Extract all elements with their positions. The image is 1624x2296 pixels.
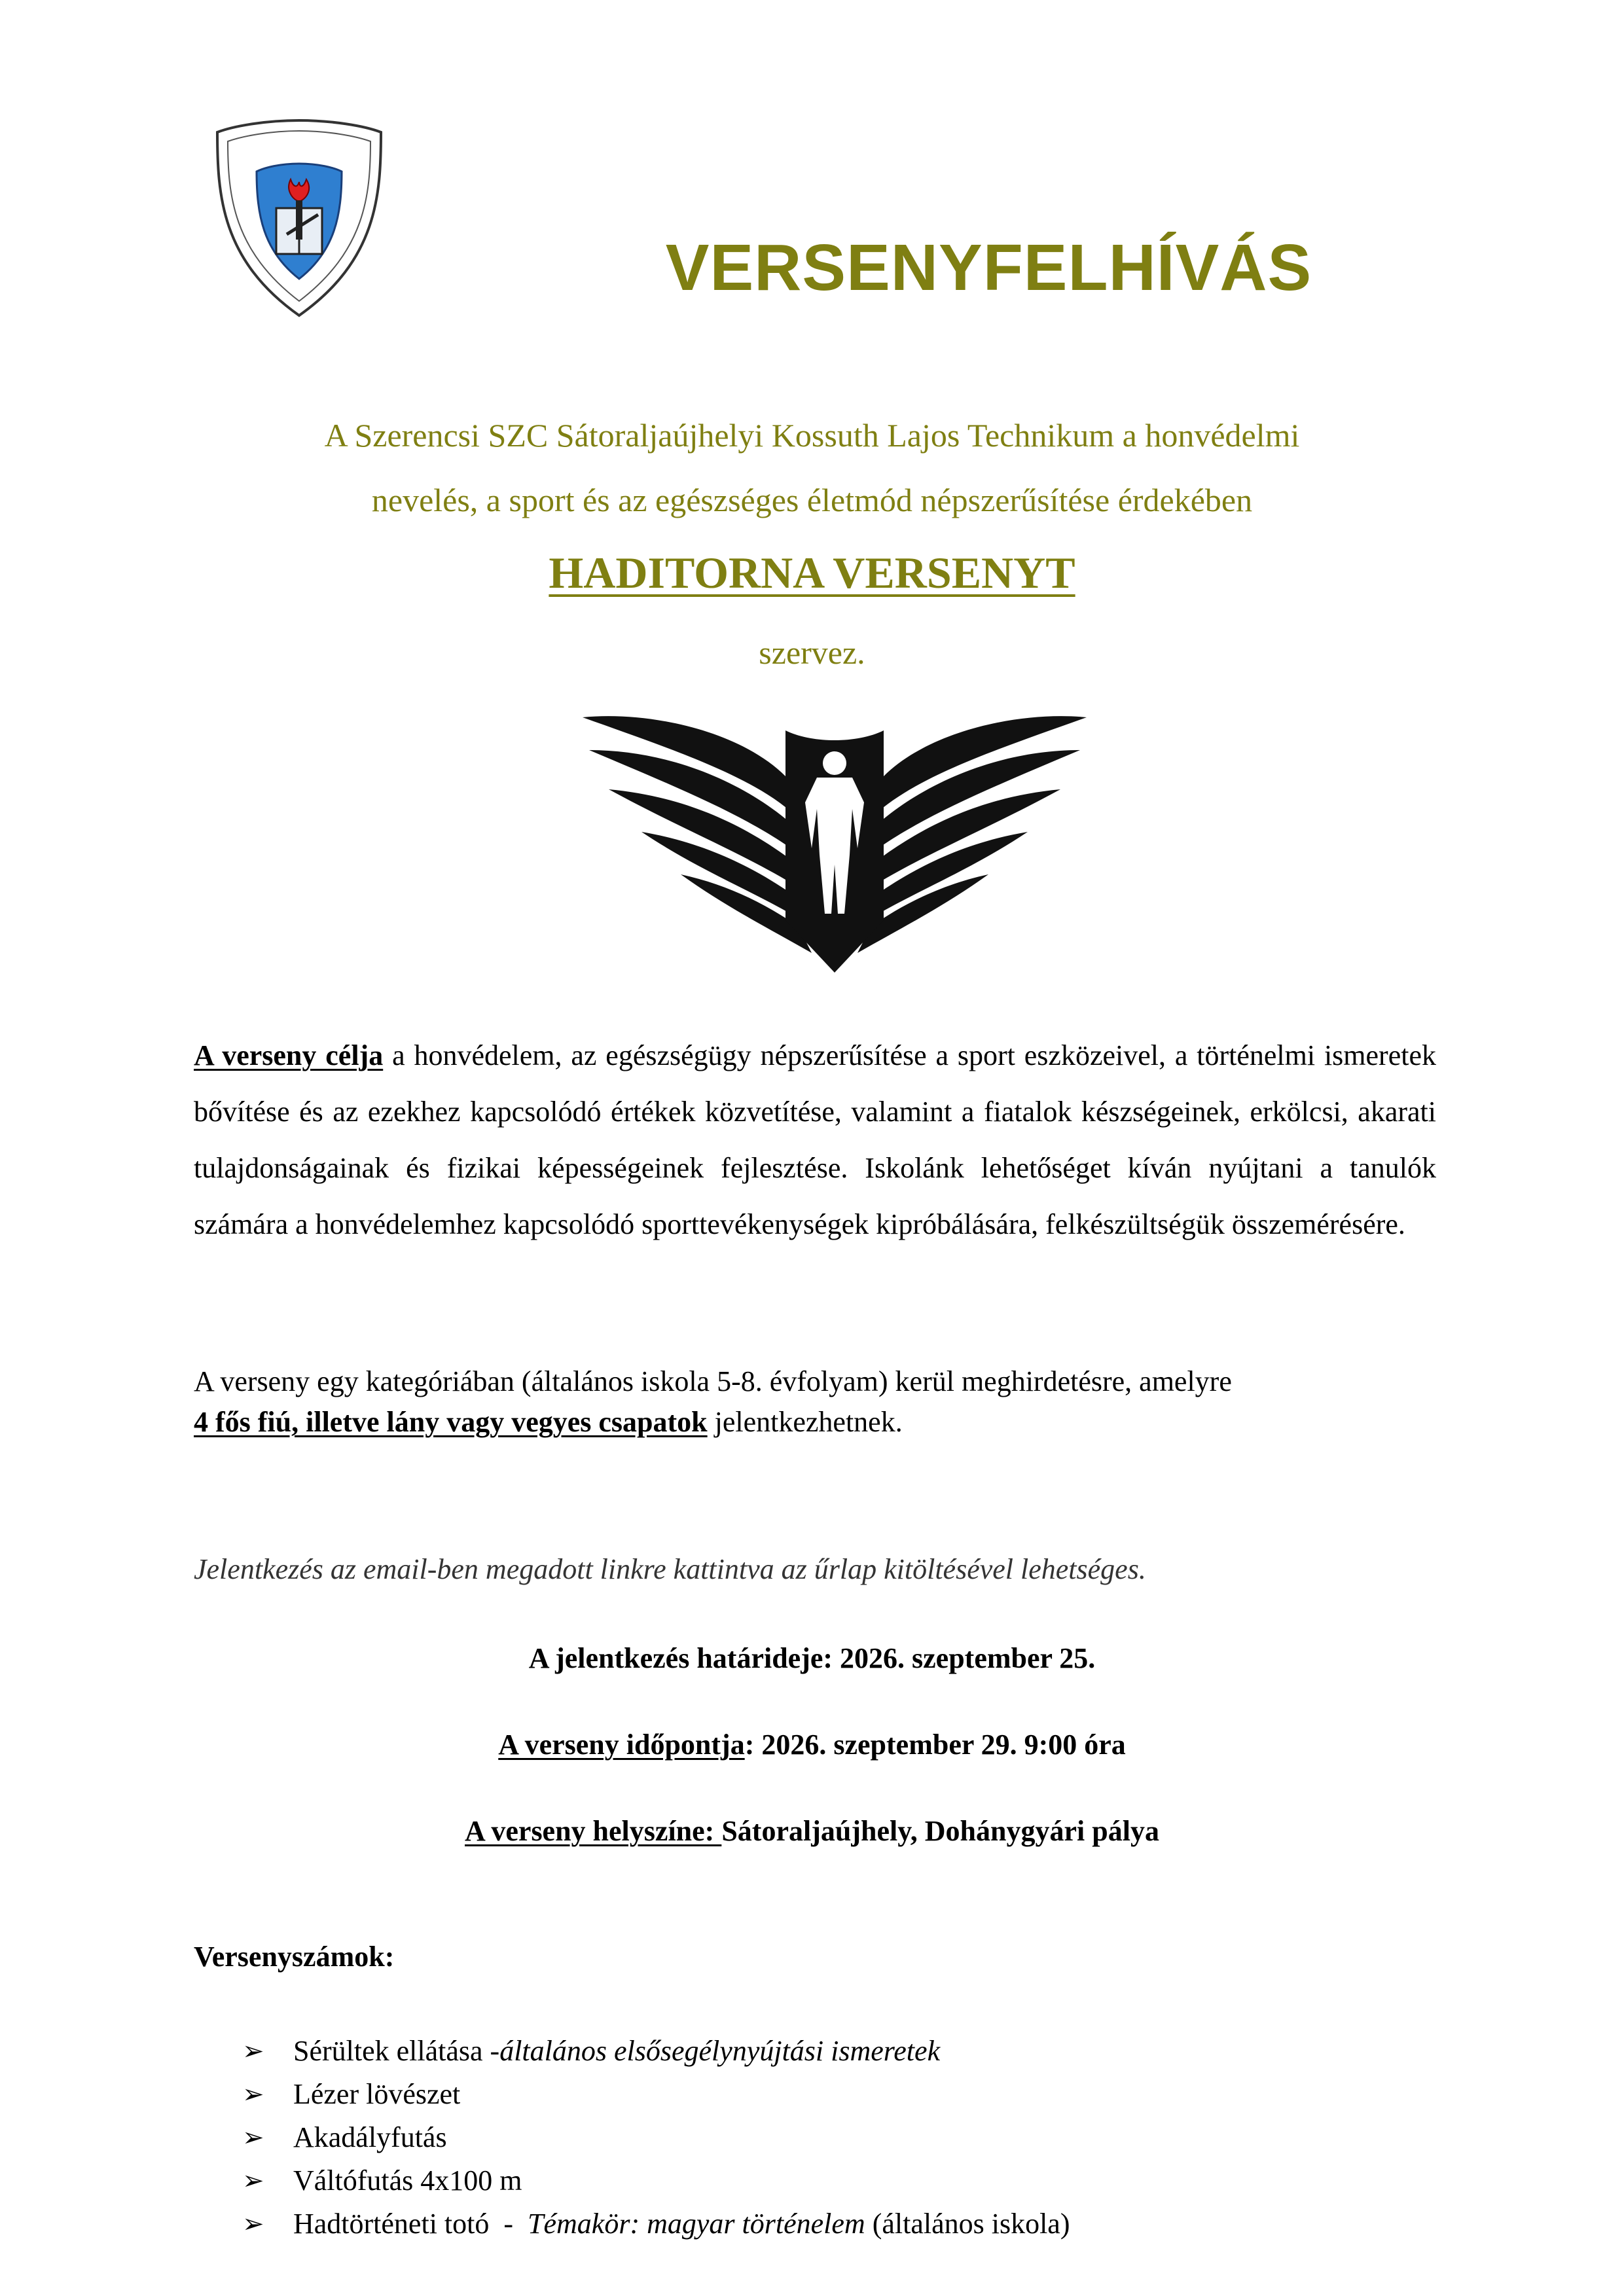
event-suffix: (általános iskola)	[865, 2207, 1070, 2240]
goal-paragraph	[194, 1028, 1436, 1253]
arrow-bullet-icon: ➢	[242, 2208, 264, 2238]
date-value: : 2026. szeptember 29. 9:00 óra	[744, 1729, 1126, 1761]
page-title: VERSENYFELHÍVÁS	[665, 231, 1312, 304]
intro-closing: szervez.	[759, 634, 865, 671]
place-value: Sátoraljaújhely, Dohánygyári pálya	[721, 1815, 1159, 1847]
list-item	[242, 2072, 1070, 2115]
event-text: Akadályfutás	[293, 2121, 447, 2153]
goal-label: A verseny célja	[194, 1039, 384, 1071]
competition-heading: HADITORNA VERSENYT	[549, 548, 1075, 598]
event-text: Váltófutás 4x100 m	[293, 2164, 522, 2197]
events-list	[242, 2029, 1070, 2245]
event-text: Lézer lövészet	[293, 2077, 461, 2110]
intro-line-2: nevelés, a sport és az egészséges életmód népszerűsítése érdekében	[371, 482, 1253, 518]
event-text: Hadtörténeti totó -	[293, 2207, 528, 2240]
intro-line-1: A Szerencsi SZC Sátoraljaújhelyi Kossuth Lajos Technikum a honvédelmi	[324, 417, 1300, 454]
event-detail: általános elsősegélynyújtási ismeretek	[499, 2034, 941, 2067]
list-item	[242, 2029, 1070, 2072]
events-heading: Versenyszámok:	[194, 1941, 395, 1973]
emblem	[569, 704, 1100, 979]
date-label: A verseny időpontja	[498, 1729, 745, 1761]
team-composition: 4 fős fiú, illetve lány vagy vegyes csapatok	[194, 1406, 708, 1438]
event-text: Sérültek ellátása -	[293, 2034, 500, 2067]
place-label: A verseny helyszíne:	[465, 1815, 722, 1847]
category-text: A verseny egy kategóriában (általános iskola 5-8. évfolyam) kerül meghirdetésre, amelyre	[194, 1365, 1232, 1397]
list-item	[242, 2159, 1070, 2202]
arrow-bullet-icon: ➢	[242, 2165, 264, 2195]
goal-text: a honvédelem, az egészségügy népszerűsítése a sport eszközeivel, a történelmi ismeretek bővítése és az ezekhez kapcsolódó értékek közvetítése, valamint a fiatalok készségeinek, erkölcsi, akarati tulajdonságainak és fizikai képességeinek fejlesztése. Iskolánk lehetőséget kíván nyújtani a tanulók számára a honvédelemhez kapcsolódó sporttevékenységek kipróbálására, felkészültségük összemérésére.	[194, 1039, 1436, 1240]
event-detail: Témakör: magyar történelem	[528, 2207, 865, 2240]
arrow-bullet-icon: ➢	[242, 2079, 264, 2109]
list-item	[242, 2202, 1070, 2245]
date-line	[0, 1728, 1624, 1761]
arrow-bullet-icon: ➢	[242, 2122, 264, 2152]
team-suffix: jelentkezhetnek.	[707, 1406, 903, 1438]
category-paragraph	[194, 1361, 1436, 1443]
winged-figure-icon	[569, 704, 1100, 979]
arrow-bullet-icon: ➢	[242, 2036, 264, 2066]
deadline-line: A jelentkezés határideje: 2026. szeptember 25.	[528, 1642, 1096, 1674]
place-line	[0, 1814, 1624, 1848]
registration-note: Jelentkezés az email-ben megadott linkre kattintva az űrlap kitöltésével lehetséges.	[194, 1553, 1146, 1585]
list-item	[242, 2115, 1070, 2159]
